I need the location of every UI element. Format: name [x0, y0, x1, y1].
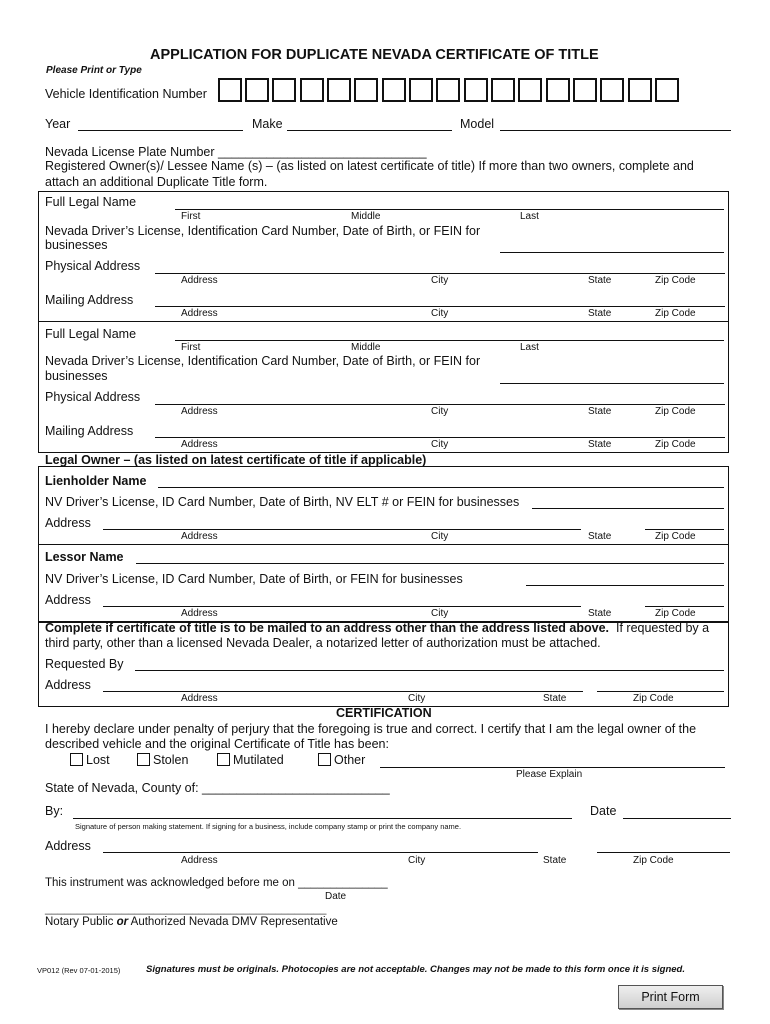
make-field[interactable] — [287, 130, 452, 131]
owner2-mailing-address-field[interactable] — [155, 437, 725, 438]
state-caption: State — [543, 855, 567, 866]
owner1-full-legal-name-field[interactable] — [175, 209, 724, 210]
vin-char-box[interactable] — [464, 78, 488, 102]
requested-by-label: Requested By — [45, 657, 124, 671]
city-caption: City — [431, 308, 449, 319]
signature-field[interactable] — [73, 818, 572, 819]
model-field[interactable] — [500, 130, 731, 131]
vin-char-box[interactable] — [300, 78, 324, 102]
legal-owner-divider — [39, 544, 728, 545]
zip-caption: Zip Code — [655, 308, 696, 319]
make-label: Make — [252, 117, 283, 131]
lost-label: Lost — [86, 753, 110, 767]
vin-char-box[interactable] — [409, 78, 433, 102]
state-caption: State — [588, 439, 612, 450]
vin-char-box[interactable] — [655, 78, 679, 102]
owners-instruction-2: attach an additional Duplicate Title form. — [45, 175, 268, 189]
vin-char-box[interactable] — [573, 78, 597, 102]
lessor-zip-field[interactable] — [645, 606, 724, 607]
zip-caption: Zip Code — [655, 439, 696, 450]
owner2-id-field[interactable] — [500, 383, 724, 384]
city-caption: City — [408, 693, 426, 704]
first-caption: First — [181, 211, 201, 222]
zip-caption: Zip Code — [633, 855, 674, 866]
middle-caption: Middle — [351, 342, 381, 353]
address-caption: Address — [181, 531, 218, 542]
notary-or: or — [116, 916, 129, 928]
address-caption: Address — [181, 855, 218, 866]
vin-char-box[interactable] — [518, 78, 542, 102]
address-caption: Address — [181, 693, 218, 704]
notary-dmv-rep: Authorized Nevada DMV Representative — [130, 916, 338, 928]
address-caption: Address — [181, 308, 218, 319]
owner1-physical-address-field[interactable] — [155, 273, 725, 274]
owner2-physical-address-label: Physical Address — [45, 390, 141, 404]
plate-label[interactable]: Nevada License Plate Number ______________________________ — [45, 145, 427, 159]
state-caption: State — [588, 608, 612, 619]
explain-field[interactable] — [380, 767, 725, 768]
city-caption: City — [431, 608, 449, 619]
lienholder-zip-field[interactable] — [645, 529, 724, 530]
owner1-full-legal-name-label: Full Legal Name — [45, 195, 137, 209]
signature-warning: Signatures must be originals. Photocopies are not acceptable. Changes may not be made to this form once it is signed. — [146, 964, 685, 975]
vin-char-box[interactable] — [491, 78, 515, 102]
mailing-zip-field[interactable] — [597, 691, 724, 692]
certification-heading: CERTIFICATION — [336, 706, 432, 720]
city-caption: City — [431, 531, 449, 542]
county-field[interactable]: State of Nevada, County of: ___________________________ — [45, 781, 390, 795]
lessor-address-label: Address — [45, 593, 91, 607]
signature-note: Signature of person making statement. If signing for a business, include company stamp or print the company name. — [75, 822, 462, 831]
owner1-id-label-2: businesses — [45, 238, 108, 252]
mutilated-label: Mutilated — [233, 753, 284, 767]
owner2-id-label: Nevada Driver’s License, Identification Card Number, Date of Birth, or FEIN for — [45, 354, 481, 368]
cert-zip-field[interactable] — [597, 852, 730, 853]
lienholder-id-label: NV Driver’s License, ID Card Number, Date of Birth, NV ELT # or FEIN for businesses — [45, 495, 520, 509]
address-caption: Address — [181, 406, 218, 417]
date-label: Date — [590, 804, 617, 818]
certification-text: I hereby declare under penalty of perjury that the foregoing is true and correct. I certify that I am the legal owner of the — [45, 722, 697, 736]
vin-char-box[interactable] — [600, 78, 624, 102]
notary-label — [45, 916, 338, 928]
state-caption: State — [588, 406, 612, 417]
notary-signature-line[interactable]: ____________________________________________ — [45, 903, 327, 915]
owners-instruction: Registered Owner(s)/ Lessee Name (s) – (as listed on latest certificate of title) If more than two owners, complete and — [45, 159, 694, 173]
zip-caption: Zip Code — [655, 406, 696, 417]
cert-address-field[interactable] — [103, 852, 538, 853]
print-form-button[interactable]: Print Form — [618, 985, 723, 1009]
signature-date-field[interactable] — [623, 818, 731, 819]
lessor-id-field[interactable] — [526, 585, 724, 586]
lessor-name-field[interactable] — [136, 563, 724, 564]
zip-caption: Zip Code — [655, 608, 696, 619]
city-caption: City — [431, 439, 449, 450]
state-caption: State — [543, 693, 567, 704]
last-caption: Last — [520, 211, 539, 222]
zip-caption: Zip Code — [633, 693, 674, 704]
year-label: Year — [45, 117, 71, 131]
model-label: Model — [460, 117, 495, 131]
city-caption: City — [408, 855, 426, 866]
legal-owner-header: Legal Owner – (as listed on latest certificate of title if applicable) — [45, 453, 427, 467]
mailing-instruction-tail: If requested by a — [615, 621, 710, 635]
mailing-address-field[interactable] — [103, 691, 583, 692]
owner2-full-legal-name-label: Full Legal Name — [45, 327, 137, 341]
mailing-instruction-bold: Complete if certificate of title is to be mailed to an address other than the address listed above. — [45, 621, 610, 635]
other-checkbox[interactable] — [318, 753, 331, 766]
lessor-id-label: NV Driver’s License, ID Card Number, Date of Birth, or FEIN for businesses — [45, 572, 463, 586]
vin-char-box[interactable] — [272, 78, 296, 102]
vin-char-box[interactable] — [245, 78, 269, 102]
owner2-full-legal-name-field[interactable] — [175, 340, 724, 341]
lienholder-label: Lienholder Name — [45, 474, 147, 488]
notary-public: Notary Public — [45, 916, 114, 928]
by-label: By: — [45, 804, 64, 818]
vin-char-box[interactable] — [218, 78, 242, 102]
year-field[interactable] — [78, 130, 243, 131]
mutilated-checkbox[interactable] — [217, 753, 230, 766]
zip-caption: Zip Code — [655, 275, 696, 286]
mailing-instruction — [45, 621, 709, 635]
city-caption: City — [431, 406, 449, 417]
lienholder-id-field[interactable] — [532, 508, 724, 509]
stolen-label: Stolen — [153, 753, 189, 767]
certification-text-2: described vehicle and the original Certificate of Title has been: — [45, 737, 389, 751]
state-caption: State — [588, 308, 612, 319]
vin-char-box[interactable] — [354, 78, 378, 102]
last-caption: Last — [520, 342, 539, 353]
middle-caption: Middle — [351, 211, 381, 222]
owners-divider — [39, 321, 728, 322]
form-id: VP012 (Rev 07-01-2015) — [37, 966, 121, 975]
lessor-address-field[interactable] — [103, 606, 581, 607]
city-caption: City — [431, 275, 449, 286]
address-caption: Address — [181, 608, 218, 619]
lienholder-address-label: Address — [45, 516, 91, 530]
acknowledged-text[interactable]: This instrument was acknowledged before me on ______________ — [45, 877, 388, 889]
print-note: Please Print or Type — [46, 65, 142, 76]
state-caption: State — [588, 275, 612, 286]
owner1-mailing-address-field[interactable] — [155, 306, 725, 307]
owner2-mailing-address-label: Mailing Address — [45, 424, 134, 438]
vin-char-box[interactable] — [436, 78, 460, 102]
owner2-id-label-2: businesses — [45, 369, 108, 383]
vin-char-box[interactable] — [327, 78, 351, 102]
lienholder-address-field[interactable] — [103, 529, 581, 530]
lost-checkbox[interactable] — [70, 753, 83, 766]
cert-address-label: Address — [45, 839, 91, 853]
address-caption: Address — [181, 439, 218, 450]
vin-label: Vehicle Identification Number — [45, 87, 207, 101]
first-caption: First — [181, 342, 201, 353]
stolen-checkbox[interactable] — [137, 753, 150, 766]
vin-char-box[interactable] — [628, 78, 652, 102]
owner1-mailing-address-label: Mailing Address — [45, 293, 134, 307]
state-caption: State — [588, 531, 612, 542]
mailing-instruction-2: third party, other than a licensed Nevada Dealer, a notarized letter of authorization must be attached. — [45, 636, 601, 650]
owner1-physical-address-label: Physical Address — [45, 259, 141, 273]
address-caption: Address — [181, 275, 218, 286]
please-explain-caption: Please Explain — [516, 769, 583, 780]
vin-char-box[interactable] — [382, 78, 406, 102]
vin-char-box[interactable] — [546, 78, 570, 102]
page-title: APPLICATION FOR DUPLICATE NEVADA CERTIFICATE OF TITLE — [150, 47, 599, 63]
lessor-label: Lessor Name — [45, 550, 124, 564]
other-label: Other — [334, 753, 366, 767]
owner2-physical-address-field[interactable] — [155, 404, 725, 405]
owner1-id-field[interactable] — [500, 252, 724, 253]
requested-by-field[interactable] — [135, 670, 724, 671]
lienholder-name-field[interactable] — [158, 487, 724, 488]
mailing-address-label: Address — [45, 678, 91, 692]
zip-caption: Zip Code — [655, 531, 696, 542]
owner1-id-label: Nevada Driver’s License, Identification Card Number, Date of Birth, or FEIN for — [45, 224, 481, 238]
ack-date-caption: Date — [325, 891, 347, 902]
